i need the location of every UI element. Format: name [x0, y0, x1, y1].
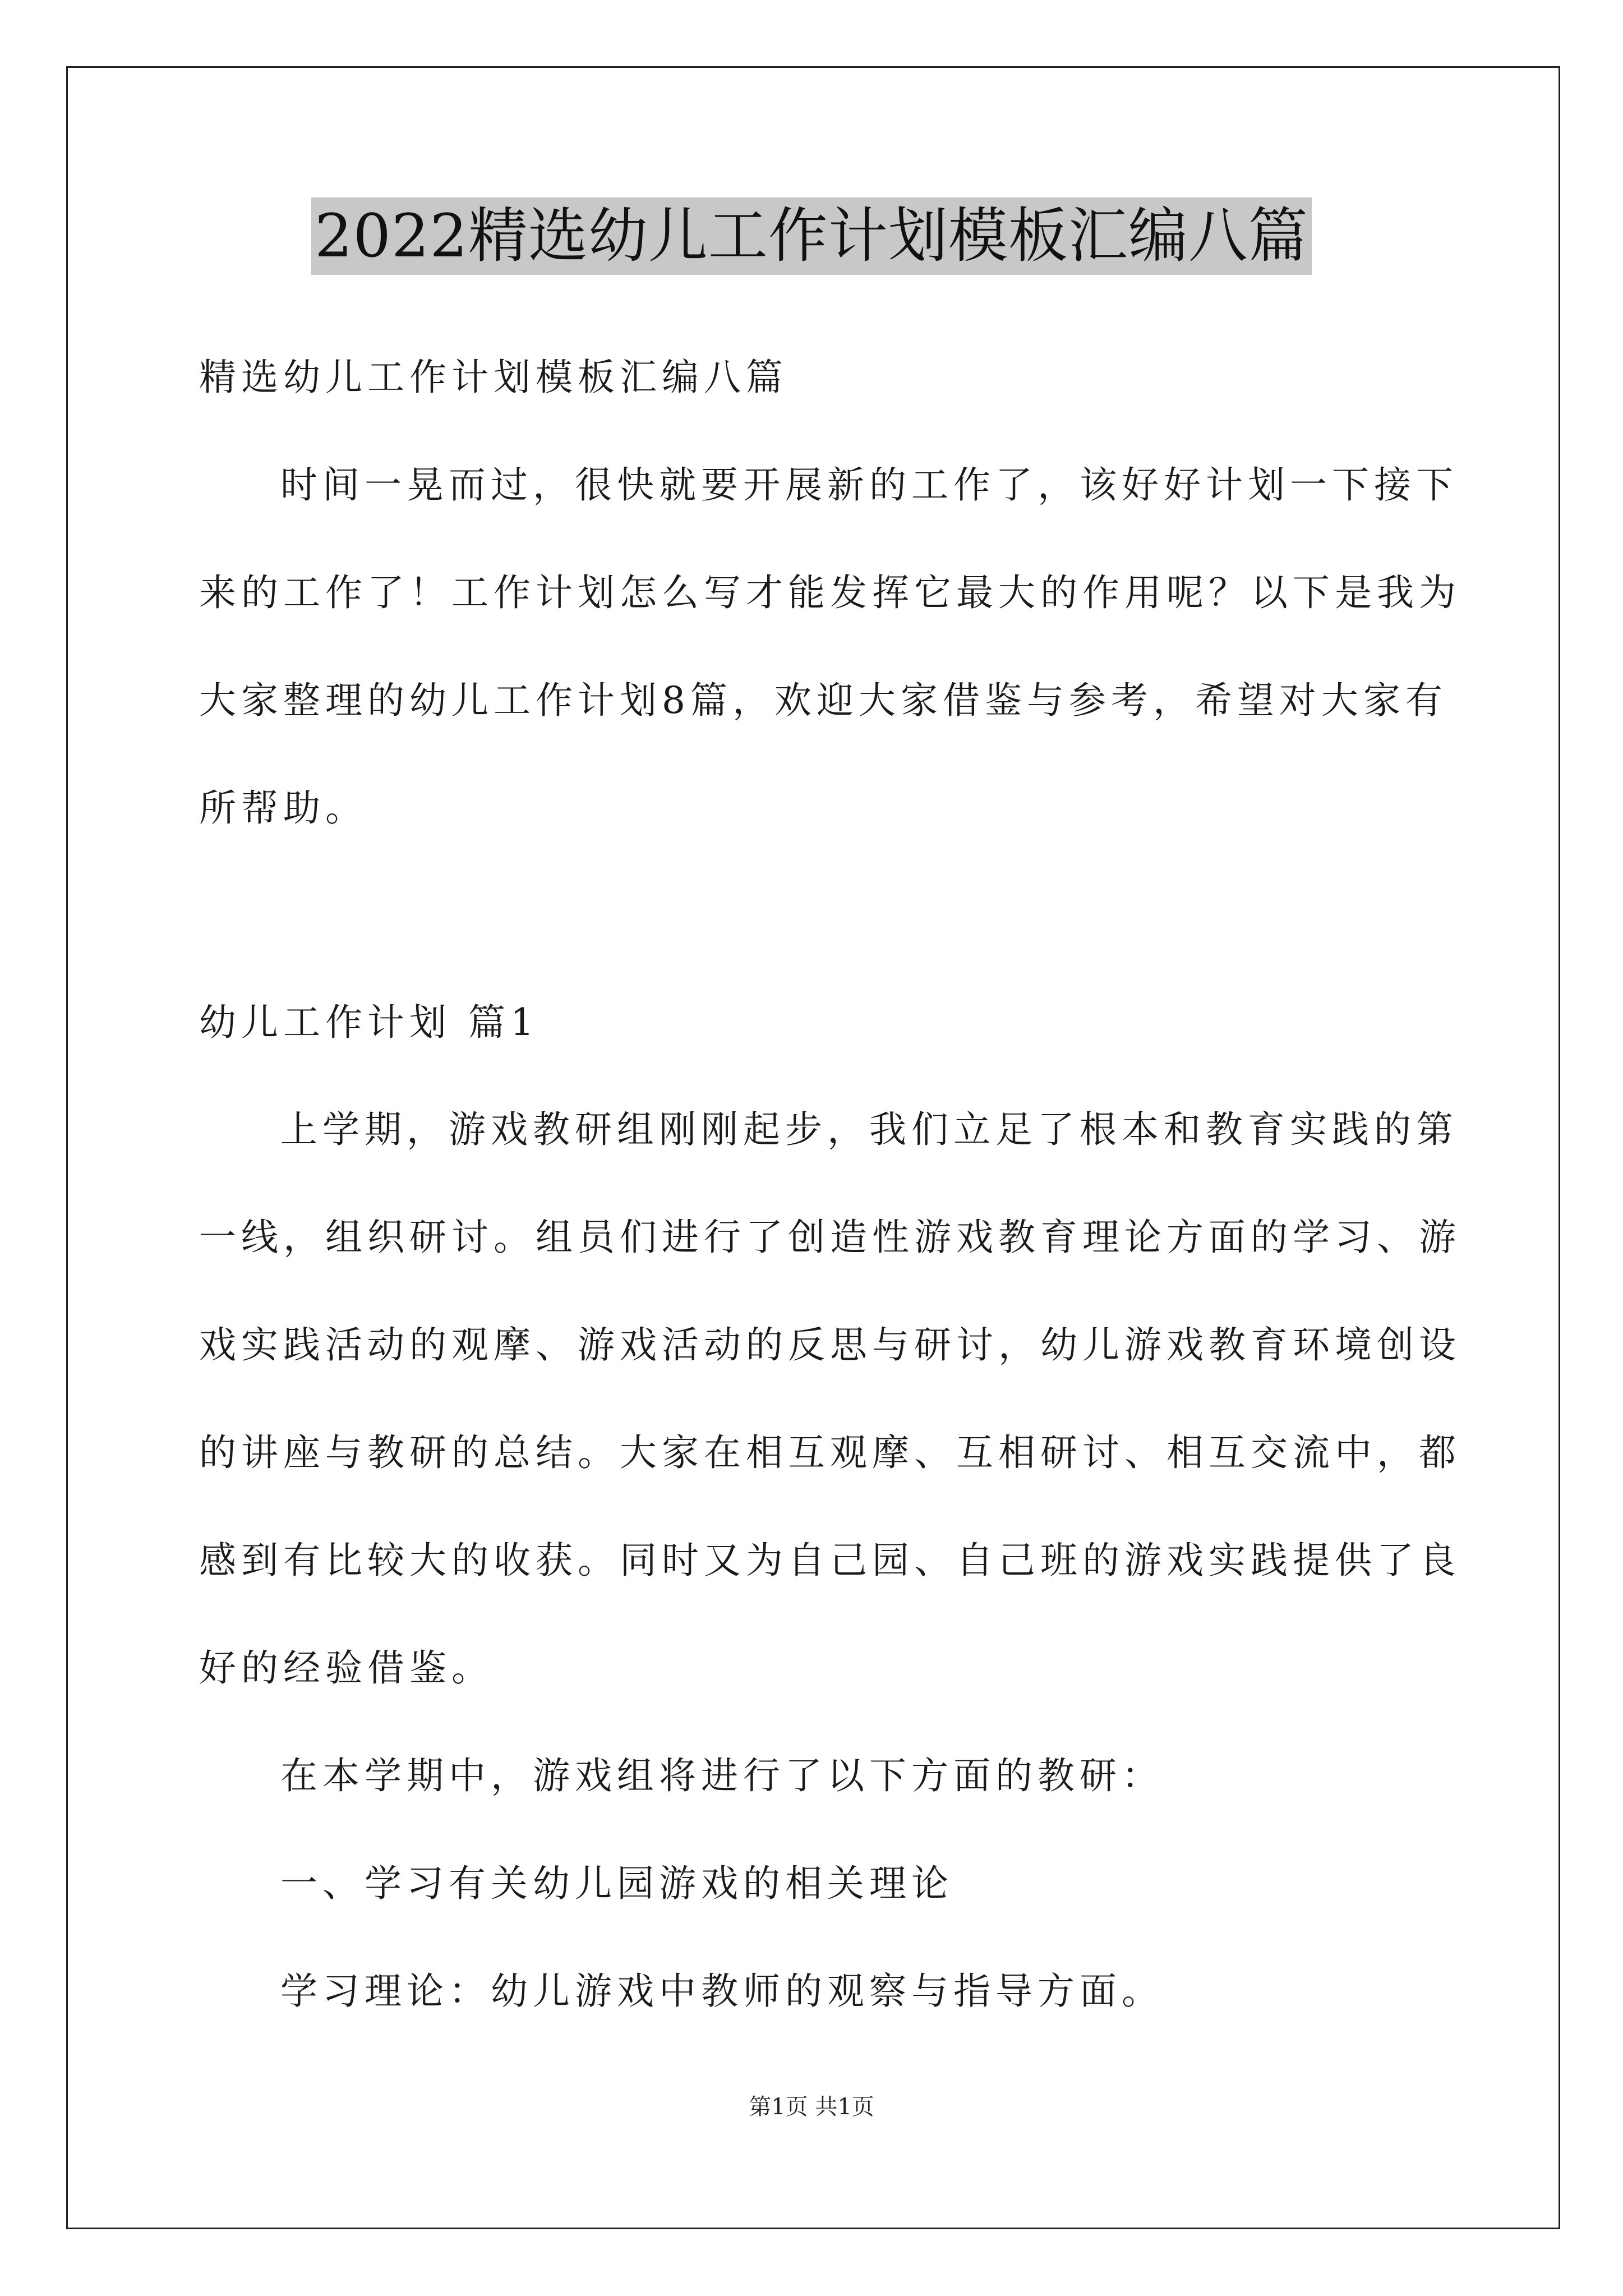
title-container: [0, 197, 1623, 275]
section-line-5: 感到有比较大的收获。同时又为自己园、自己班的游戏实践提供了良: [199, 1539, 1461, 1582]
intro-line-1: 时间一晃而过，很快就要开展新的工作了，该好好计划一下接下: [280, 463, 1458, 507]
section-line-2: 一线，组织研讨。组员们进行了创造性游戏教育理论方面的学习、游: [199, 1216, 1461, 1259]
section-line-3: 戏实践活动的观摩、游戏活动的反思与研讨，幼儿游戏教育环境创设: [199, 1323, 1461, 1366]
paragraph-theory: 学习理论：幼儿游戏中教师的观察与指导方面。: [280, 1970, 1164, 2013]
intro-line-2: 来的工作了！工作计划怎么写才能发挥它最大的作用呢？以下是我为: [199, 571, 1461, 614]
page-footer: 第1页 共1页: [749, 2094, 874, 2120]
document-subtitle: 精选幼儿工作计划模板汇编八篇: [199, 356, 788, 399]
section-heading: 幼儿工作计划 篇1: [199, 1001, 539, 1044]
section-line-6: 好的经验借鉴。: [199, 1646, 494, 1690]
section-line-4: 的讲座与教研的总结。大家在相互观摩、互相研讨、相互交流中，都: [199, 1431, 1461, 1474]
intro-line-4: 所帮助。: [199, 786, 367, 830]
document-title: 2022精选幼儿工作计划模板汇编八篇: [311, 197, 1312, 275]
intro-line-3: 大家整理的幼儿工作计划8篇，欢迎大家借鉴与参考，希望对大家有: [199, 679, 1447, 722]
paragraph-item-one: 一、学习有关幼儿园游戏的相关理论: [280, 1862, 953, 1905]
section-line-1: 上学期，游戏教研组刚刚起步，我们立足了根本和教育实践的第: [280, 1108, 1458, 1151]
paragraph-study-plan: 在本学期中，游戏组将进行了以下方面的教研：: [280, 1754, 1164, 1797]
